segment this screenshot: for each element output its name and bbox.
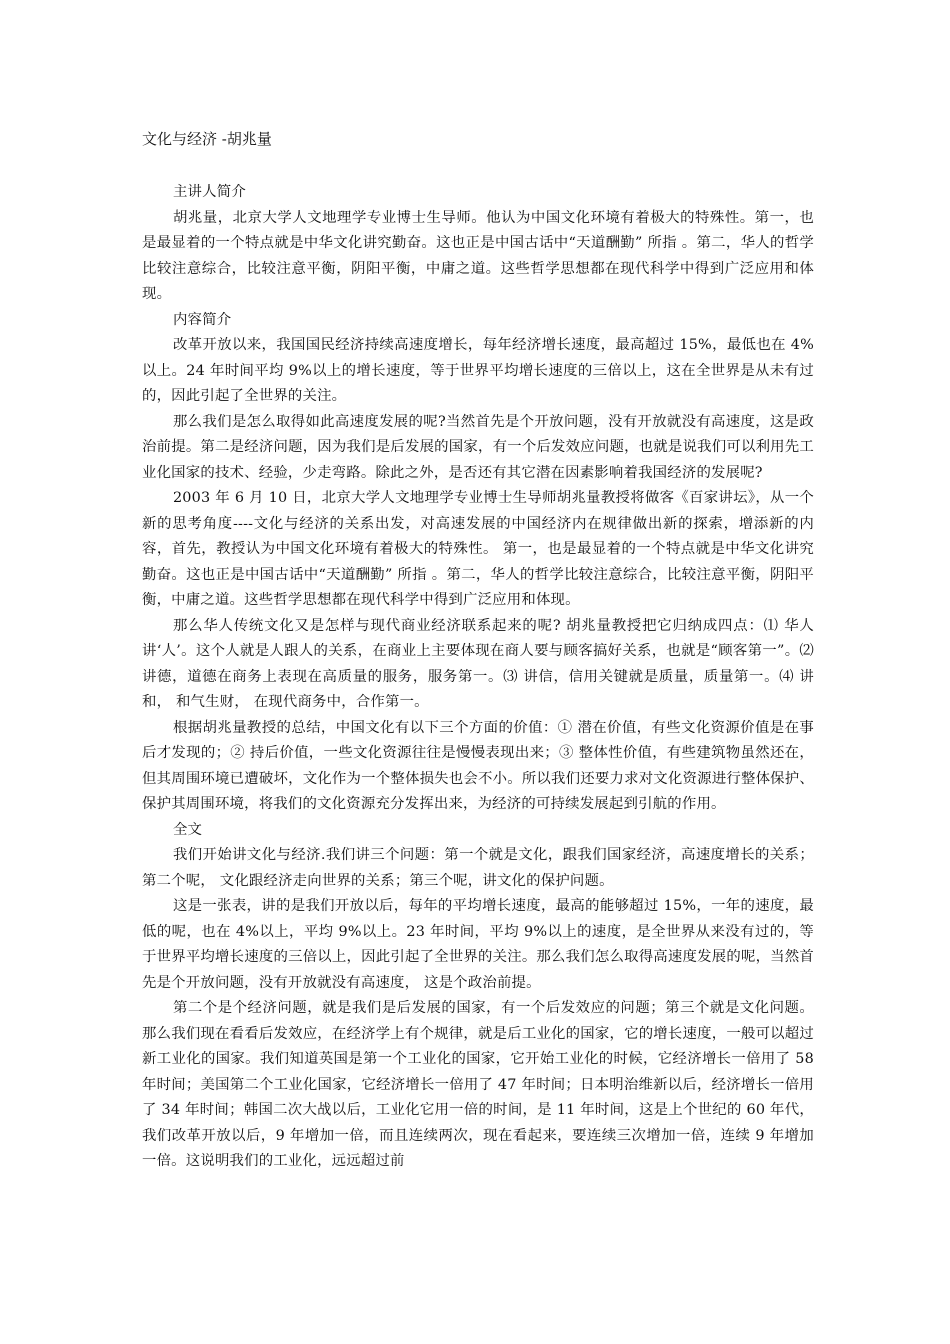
speaker-intro-heading: 主讲人简介 [172,184,246,200]
full-text-paragraph-2: 这是一张表，讲的是我们开放以后，每年的平均增长速度，最高的能够超过 15%，一年的速度，最低的呢，也在 4%以上，平均 9%以上。23 年时间，平均 9%以上的速度，是全世界从来没有过的，等于世界平均增长速度的三倍以上，因此引起了全世界的关注。那么我们怎么取得高速度发展的呢，当然首先是个开放问题，没有开放就没有高速度， 这是个政治前提。 [142,898,814,991]
full-text-heading: 全文 [172,821,203,838]
content-summary-heading: 内容简介 [172,311,232,328]
content-summary-paragraph-5: 根据胡兆量教授的总结，中国文化有以下三个方面的价值：① 潜在价值，有些文化资源价值是在事后才发现的；② 持后价值，一些文化资源往往是慢慢表现出来；③ 整体性价值，有些建筑物虽然还在，但其周围环境已遭破坏，文化作为一个整体损失也会不小。所以我们还要力求对文化资源进行整体保护、保护其周围环境，将我们的文化资源充分发挥出来，为经济的可持续发展起到引航的作用。 [142,719,814,812]
full-text-paragraph-1: 我们开始讲文化与经济.我们讲三个问题：第一个就是文化，跟我们国家经济，高速度增长的关系；第二个呢， 文化跟经济走向世界的关系；第三个呢，讲文化的保护问题。 [142,847,814,889]
content-summary-paragraph-3: 2003 年 6 月 10 日，北京大学人文地理学专业博士生导师胡兆量教授将做客《百家讲坛》，从一个新的思考角度----文化与经济的关系出发，对高速发展的中国经济内在规律做出新的探索，增添新的内容，首先，教授认为中国文化环境有着极大的特殊性。 第一，也是最显着的一个特点就是中华文化讲究勤奋。这也正是中国古话中“天道酬勤” 所指 。第二，华人的哲学比较注意综合，比较注意平衡，阴阳平衡，中庸之道。这些哲学思想都在现代科学中得到广泛应用和体现。 [142,490,814,608]
speaker-intro-paragraph: 胡兆量，北京大学人文地理学专业博士生导师。他认为中国文化环境有着极大的特殊性。第一，也是最显着的一个特点就是中华文化讲究勤奋。这也正是中国古话中“天道酬勤” 所指 。第二，华人的哲学比较注意综合，比较注意平衡，阴阳平衡，中庸之道。这些哲学思想都在现代科学中得到广泛应用和体现。 [142,209,814,302]
content-summary-paragraph-4: 那么华人传统文化又是怎样与现代商业经济联系起来的呢? 胡兆量教授把它归纳成四点：⑴ 华人讲‘人’。这个人就是人跟人的关系，在商业上主要体现在商人要与顾客搞好关系，也就是“顾客第一”。⑵ 讲德，道德在商务上表现在高质量的服务，服务第一。⑶ 讲信，信用关键就是质量，质量第一。⑷ 讲和， 和气生财， 在现代商务中，合作第一。 [142,617,814,710]
full-text-paragraph-3: 第二个是个经济问题，就是我们是后发展的国家，有一个后发效应的问题；第三个就是文化问题。那么我们现在看看后发效应，在经济学上有个规律，就是后工业化的国家，它的增长速度，一般可以超过新工业化的国家。我们知道英国是第一个工业化的国家，它开始工业化的时候，它经济增长一倍用了 58 年时间；美国第二个工业化国家，它经济增长一倍用了 47 年时间；日本明治维新以后，经济增长一倍用了 34 年时间；韩国二次大战以后，工业化它用一倍的时间，是 11 年时间，这是上个世纪的 60 年代，我们改革开放以后，9 年增加一倍，而且连续两次，现在看起来，要连续三次增加一倍，连续 9 年增加一倍。这说明我们的工业化，远远超过前 [142,1000,814,1169]
document-title: 文化与经济 -胡兆量 [142,130,272,148]
content-summary-paragraph-2: 那么我们是怎么取得如此高速度发展的呢?当然首先是个开放问题，没有开放就没有高速度，这是政治前提。第二是经济问题，因为我们是后发展的国家，有一个后发效应问题，也就是说我们可以利用先工业化国家的技术、经验，少走弯路。除此之外，是否还有其它潜在因素影响着我国经济的发展呢? [142,413,814,481]
content-summary-paragraph-1: 改革开放以来，我国国民经济持续高速度增长，每年经济增长速度，最高超过 15%，最低也在 4%以上。24 年时间平均 9%以上的增长速度，等于世界平均增长速度的三倍以上，这在全世界是从未有过的，因此引起了全世界的关注。 [142,337,814,404]
document-body [142,180,814,1175]
